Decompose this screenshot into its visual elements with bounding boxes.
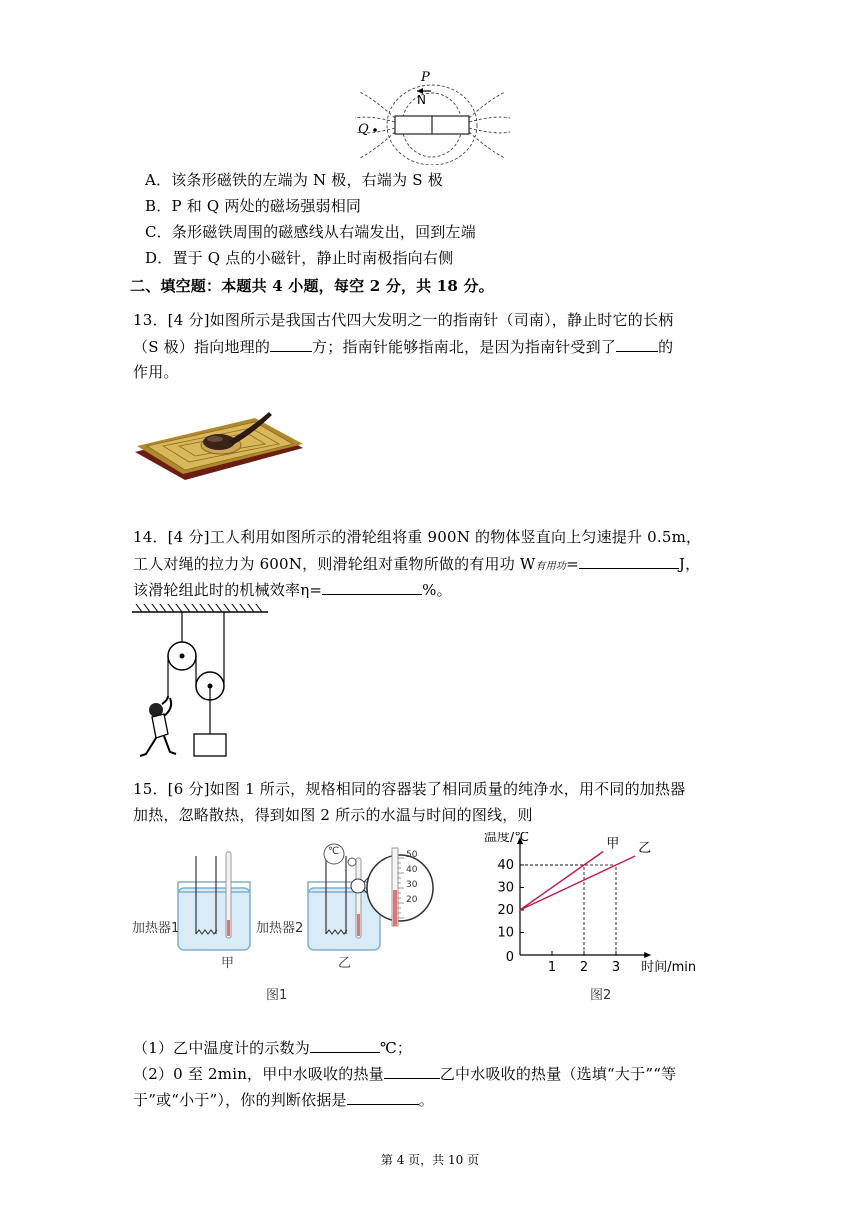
thermometer-unit: ℃ <box>328 846 340 857</box>
option-b: B．P 和 Q 两处的磁场强弱相同 <box>145 197 362 215</box>
heater-2-label: 加热器2 <box>256 921 304 936</box>
temperature-chart <box>480 832 730 977</box>
blank-15-1[interactable] <box>310 1037 380 1053</box>
label-n: N <box>417 93 426 107</box>
x-axis-arrow <box>644 952 651 958</box>
x-tick-label: 3 <box>611 960 621 975</box>
y-tick-label: 40 <box>497 858 514 873</box>
y-tick-label: 10 <box>497 925 514 941</box>
series-label-jia: 甲 <box>606 836 620 852</box>
q14-line2: 工人对绳的拉力为 600N，则滑轮组对重物所做的有用功 W有用功= J， <box>133 555 701 573</box>
blank-14-2[interactable] <box>322 579 422 595</box>
series-line-yi <box>520 856 635 910</box>
scale-50: 50 <box>406 850 418 860</box>
option-a: A．该条形磁铁的左端为 N 极，右端为 S 极 <box>145 171 443 189</box>
y-tick-label: 20 <box>497 903 514 918</box>
figure-2 <box>480 832 730 1007</box>
x-tick-label: 1 <box>547 960 557 975</box>
label-p: P <box>421 70 430 85</box>
series-line-jia <box>520 852 603 911</box>
q15-line2: 加热，忽略散热，得到如图 2 所示的水温与时间的图线，则 <box>133 806 533 824</box>
figure-2-caption: 图2 <box>590 988 612 1003</box>
label-yi: 乙 <box>338 956 352 971</box>
blank-15-2[interactable] <box>384 1063 440 1079</box>
heater-1-label: 加热器1 <box>132 921 180 936</box>
q13-line3: 作用。 <box>133 363 179 381</box>
x-tick-label: 2 <box>579 960 589 975</box>
q13-line2: （S 极）指向地理的 方；指南针能够指南北，是因为指南针受到了 的 <box>133 338 674 356</box>
q14-line3: 该滑轮组此时的机械效率η= %。 <box>133 581 452 599</box>
series-label-yi: 乙 <box>638 841 652 856</box>
figure-1-caption: 图1 <box>266 988 288 1003</box>
option-c: C．条形磁铁周围的磁感线从右端发出，回到左端 <box>145 223 476 241</box>
q15-sub2: （2）0 至 2min，甲中水吸收的热量 乙中水吸收的热量（选填“大于”“等 <box>133 1065 677 1083</box>
scale-40: 40 <box>406 865 418 875</box>
label-q: Q <box>358 122 369 137</box>
blank-13-2[interactable] <box>616 336 658 352</box>
section-title: 二、填空题：本题共 4 小题，每空 2 分，共 18 分。 <box>130 277 494 295</box>
blank-15-3[interactable] <box>347 1089 419 1105</box>
q15-sub2-cont: 于”或“小于”），你的判断依据是 。 <box>133 1091 434 1109</box>
q15-sub1: （1）乙中温度计的示数为 ℃； <box>133 1039 413 1057</box>
scale-20: 20 <box>406 895 418 905</box>
origin-label: 0 <box>505 950 514 965</box>
figure-1 <box>130 838 440 1008</box>
blank-14-1[interactable] <box>579 553 679 569</box>
x-axis-label: 时间/min <box>641 960 697 975</box>
pulley-figure <box>130 604 270 774</box>
y-axis-label: 温度/℃ <box>484 832 529 845</box>
label-jia: 甲 <box>221 956 235 971</box>
magnet-figure <box>355 70 510 165</box>
option-d: D．置于 Q 点的小磁针，静止时南极指向右侧 <box>145 249 454 267</box>
scale-30: 30 <box>406 880 418 890</box>
q13-line1: 13．[4 分]如图所示是我国古代四大发明之一的指南针（司南），静止时它的长柄 <box>133 311 674 329</box>
blank-13-1[interactable] <box>270 336 312 352</box>
q14-line1: 14．[4 分]工人利用如图所示的滑轮组将重 900N 的物体竖直向上匀速提升 0.5m， <box>133 528 702 546</box>
sinan-image <box>133 400 305 482</box>
y-tick-label: 30 <box>497 880 514 896</box>
page-footer: 第 4 页，共 10 页 <box>380 1153 480 1167</box>
q15-line1: 15．[6 分]如图 1 所示，规格相同的容器装了相同质量的纯净水，用不同的加热器 <box>133 780 686 798</box>
